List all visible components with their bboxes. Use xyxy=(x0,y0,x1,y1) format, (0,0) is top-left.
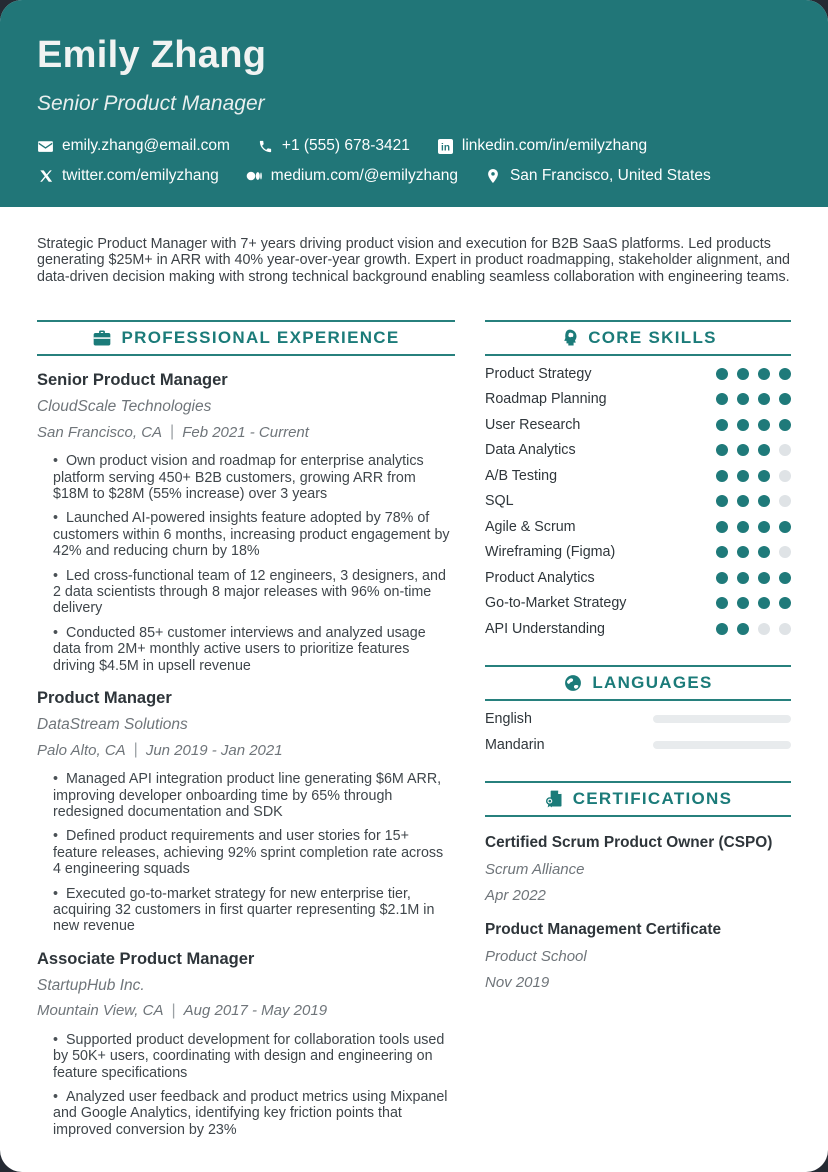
certification-org: Scrum Alliance xyxy=(485,860,585,878)
skill-dot xyxy=(716,521,728,533)
certification-entry xyxy=(485,834,791,904)
experience-section-header xyxy=(37,320,455,356)
skill-dot xyxy=(779,597,791,609)
job-location-dates xyxy=(37,1002,455,1020)
separator-bar: | xyxy=(171,1001,176,1019)
skill-level-dots xyxy=(716,495,791,507)
job-bullet: • Led cross-functional team of 12 engineers, 3 designers, and 2 data scientists through 8 major releases with 96% on-time delivery xyxy=(53,568,455,617)
left-column xyxy=(37,320,455,1138)
certification-title: Product Management Certificate xyxy=(485,920,722,938)
certification-org: Product School xyxy=(485,947,587,965)
job-title: Senior Product Manager xyxy=(37,371,228,390)
job-location: Palo Alto, CA xyxy=(37,741,126,759)
brain-head-icon xyxy=(559,328,579,348)
job-bullet: • Supported product development for collaboration tools used by 50K+ users, coordinating with design and engineering on feature specifications xyxy=(53,1032,455,1081)
job-company: StartupHub Inc. xyxy=(37,976,145,994)
skill-row xyxy=(485,417,791,433)
skill-name: Roadmap Planning xyxy=(485,391,607,408)
skill-row xyxy=(485,570,791,586)
skill-dot xyxy=(758,393,770,405)
skill-dot xyxy=(716,597,728,609)
language-level-bar xyxy=(653,741,791,749)
skill-dot xyxy=(737,393,749,405)
skill-row xyxy=(485,493,791,509)
svg-text:in: in xyxy=(440,142,450,153)
skill-level-dots xyxy=(716,521,791,533)
skill-name: API Understanding xyxy=(485,620,606,637)
skill-name: Agile & Scrum xyxy=(485,518,576,535)
job-bullet: • Own product vision and roadmap for enterprise analytics platform serving 450+ B2B customers, growing ARR from $18M to $28M (55% increase) over 3 years xyxy=(53,453,455,502)
contact-phone-text: +1 (555) 678-3421 xyxy=(281,137,410,154)
contact-row-2 xyxy=(37,167,791,185)
jobs-list xyxy=(37,371,455,1138)
job-location-dates xyxy=(37,423,455,441)
job-entry xyxy=(37,950,455,1138)
skill-dot xyxy=(779,572,791,584)
skill-dot xyxy=(758,495,770,507)
job-bullet: • Defined product requirements and user stories for 15+ feature releases, achieving 92% sprint completion rate across 4 engineering squads xyxy=(53,828,455,877)
contact-location-text: San Francisco, United States xyxy=(509,167,711,184)
job-bullet: • Conducted 85+ customer interviews and analyzed usage data from 2M+ monthly active users to prioritize features driving $4.5M in upsell revenue xyxy=(53,625,455,674)
right-column xyxy=(485,320,791,1138)
job-dates: Jun 2019 - Jan 2021 xyxy=(145,741,283,759)
linkedin-icon xyxy=(437,138,454,155)
language-row xyxy=(485,737,791,753)
skills-section-header xyxy=(485,320,791,356)
contact-medium-text: medium.com/@emilyzhang xyxy=(270,167,458,184)
job-entry xyxy=(37,371,455,674)
certificate-ribbon-icon xyxy=(544,789,564,809)
skill-name: Data Analytics xyxy=(485,442,576,459)
certification-title: Certified Scrum Product Owner (CSPO) xyxy=(485,833,773,851)
skill-dot xyxy=(716,572,728,584)
skill-level-dots xyxy=(716,546,791,558)
skill-dot xyxy=(737,572,749,584)
contact-location[interactable] xyxy=(485,167,711,185)
job-bullet: • Analyzed user feedback and product metrics using Mixpanel and Google Analytics, identifying key friction points that improved conversion by 23% xyxy=(53,1089,455,1138)
skill-dot xyxy=(758,368,770,380)
skill-dot xyxy=(737,444,749,456)
skill-dot xyxy=(779,419,791,431)
skill-dot xyxy=(779,393,791,405)
job-bullet: • Launched AI-powered insights feature adopted by 78% of customers within 6 months, increasing product engagement by 42% and reducing churn by 18% xyxy=(53,510,455,559)
job-location: Mountain View, CA xyxy=(37,1002,164,1020)
skill-level-dots xyxy=(716,368,791,380)
skill-row xyxy=(485,595,791,611)
skill-name: Product Strategy xyxy=(485,365,592,382)
skill-dot xyxy=(737,470,749,482)
skill-dot xyxy=(716,470,728,482)
person-job-title: Senior Product Manager xyxy=(37,92,265,115)
skill-dot xyxy=(716,368,728,380)
contact-row-1 xyxy=(37,137,791,155)
contact-linkedin[interactable] xyxy=(437,137,647,155)
job-title: Product Manager xyxy=(37,689,172,708)
skill-level-dots xyxy=(716,470,791,482)
skill-dot xyxy=(758,546,770,558)
contact-phone[interactable] xyxy=(257,137,410,155)
certifications-section-header xyxy=(485,781,791,817)
skill-dot xyxy=(758,572,770,584)
job-bullet: • Executed go-to-market strategy for new enterprise tier, acquiring 32 customers in first quarter representing $2.1M in new revenue xyxy=(53,886,455,935)
experience-section-title: PROFESSIONAL EXPERIENCE xyxy=(121,328,400,348)
contact-twitter-text: twitter.com/emilyzhang xyxy=(62,167,219,184)
contact-linkedin-text: linkedin.com/in/emilyzhang xyxy=(461,137,648,154)
skill-dot xyxy=(716,419,728,431)
skill-row xyxy=(485,391,791,407)
job-dates: Aug 2017 - May 2019 xyxy=(183,1002,328,1020)
skill-level-dots xyxy=(716,393,791,405)
skills-list xyxy=(485,366,791,637)
skill-dot xyxy=(758,521,770,533)
skill-level-dots xyxy=(716,572,791,584)
skill-row xyxy=(485,621,791,637)
skill-dot xyxy=(737,419,749,431)
resume-header xyxy=(0,0,828,207)
skill-dot xyxy=(758,623,770,635)
skill-name: Wireframing (Figma) xyxy=(485,544,616,561)
twitter-x-icon xyxy=(37,168,54,185)
job-dates: Feb 2021 - Current xyxy=(182,423,309,441)
skill-name: Go-to-Market Strategy xyxy=(485,595,627,612)
certifications-list xyxy=(485,834,791,991)
email-icon xyxy=(37,138,54,155)
job-location: San Francisco, CA xyxy=(37,423,163,441)
skill-dot xyxy=(779,521,791,533)
location-icon xyxy=(485,168,502,185)
summary-paragraph: Strategic Product Manager with 7+ years driving product vision and execution for B2B SaaS platforms. Led products generating $25M+ in ARR with 40% year-over-year growth. Expert in product roadmapping, stakeholder alignment, and data-driven decision making with strong technical background enabling seamless collaboration with engineering teams. xyxy=(37,236,790,285)
skill-name: A/B Testing xyxy=(485,467,558,484)
skill-dot xyxy=(716,495,728,507)
separator-bar: | xyxy=(133,741,138,759)
skill-dot xyxy=(779,470,791,482)
skill-dot xyxy=(758,419,770,431)
skill-name: SQL xyxy=(485,493,514,510)
job-location-dates xyxy=(37,741,455,759)
skill-row xyxy=(485,468,791,484)
skill-dot xyxy=(779,623,791,635)
job-company: CloudScale Technologies xyxy=(37,398,212,416)
skill-name: User Research xyxy=(485,416,581,433)
skill-name: Product Analytics xyxy=(485,569,595,586)
certification-entry xyxy=(485,921,791,991)
job-bullet: • Managed API integration product line generating $6M ARR, improving developer onboarding time by 65% through redesigned documentation and SDK xyxy=(53,771,455,820)
contact-email[interactable] xyxy=(37,137,230,155)
job-company: DataStream Solutions xyxy=(37,716,188,734)
job-entry xyxy=(37,689,455,935)
medium-icon xyxy=(246,168,263,185)
contact-email-text: emily.zhang@email.com xyxy=(62,137,230,154)
language-level-bar xyxy=(653,715,791,723)
skill-dot xyxy=(758,597,770,609)
resume-body xyxy=(0,207,828,1138)
skill-dot xyxy=(779,495,791,507)
two-column-layout xyxy=(37,320,791,1138)
skill-dot xyxy=(758,444,770,456)
certification-date: Nov 2019 xyxy=(485,973,550,991)
certifications-section-title: CERTIFICATIONS xyxy=(572,788,733,808)
skill-dot xyxy=(716,546,728,558)
job-bullets xyxy=(53,453,455,674)
contact-twitter[interactable] xyxy=(37,167,219,185)
skill-level-dots xyxy=(716,597,791,609)
skills-section-title: CORE SKILLS xyxy=(588,328,717,348)
skill-dot xyxy=(737,546,749,558)
globe-icon xyxy=(563,673,583,693)
languages-list xyxy=(485,711,791,753)
language-name: English xyxy=(485,710,532,727)
skill-row xyxy=(485,544,791,560)
job-title: Associate Product Manager xyxy=(37,949,255,968)
skill-dot xyxy=(779,546,791,558)
person-name: Emily Zhang xyxy=(37,34,267,76)
job-bullets xyxy=(53,771,455,935)
skill-dot xyxy=(737,521,749,533)
skill-dot xyxy=(716,444,728,456)
languages-section-title: LANGUAGES xyxy=(592,672,713,692)
skill-level-dots xyxy=(716,623,791,635)
briefcase-icon xyxy=(92,328,112,348)
skill-row xyxy=(485,442,791,458)
skill-dot xyxy=(737,597,749,609)
skill-level-dots xyxy=(716,419,791,431)
skill-dot xyxy=(737,368,749,380)
job-bullets xyxy=(53,1032,455,1138)
skill-row xyxy=(485,519,791,535)
language-name: Mandarin xyxy=(485,736,545,753)
contact-medium[interactable] xyxy=(246,167,458,185)
skill-dot xyxy=(737,623,749,635)
languages-section-header xyxy=(485,665,791,701)
skill-dot xyxy=(758,470,770,482)
skill-dot xyxy=(737,495,749,507)
skill-row xyxy=(485,366,791,382)
skill-dot xyxy=(716,623,728,635)
skill-dot xyxy=(779,444,791,456)
separator-bar: | xyxy=(170,423,175,441)
phone-icon xyxy=(257,138,274,155)
skill-dot xyxy=(779,368,791,380)
contact-block xyxy=(37,137,791,185)
skill-dot xyxy=(716,393,728,405)
language-row xyxy=(485,711,791,727)
skill-level-dots xyxy=(716,444,791,456)
certification-date: Apr 2022 xyxy=(485,886,546,904)
